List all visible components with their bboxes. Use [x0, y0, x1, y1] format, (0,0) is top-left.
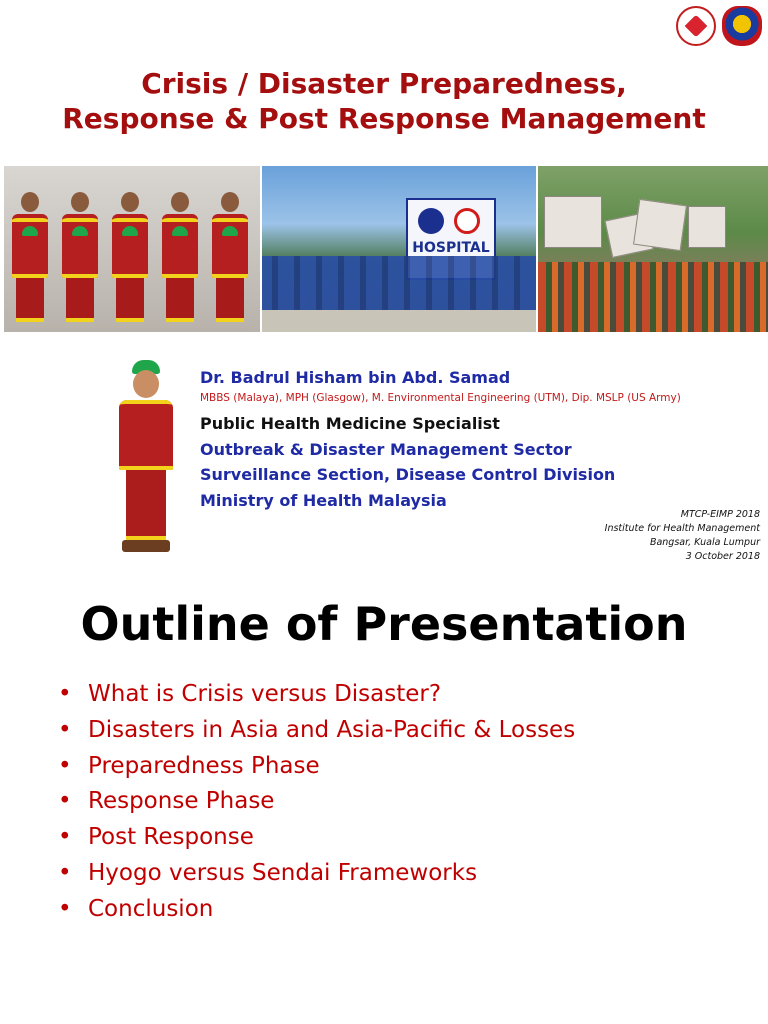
outline-slide — [0, 585, 768, 1024]
speaker-figure — [114, 360, 178, 556]
list-item: • Post Response — [58, 820, 575, 856]
responder-figure — [112, 192, 148, 322]
speaker-name: Dr. Badrul Hisham bin Abd. Samad — [200, 368, 511, 387]
bullet-icon: • — [58, 681, 72, 707]
bullet-icon: • — [58, 859, 72, 886]
team-photo — [4, 166, 260, 332]
list-item: • Response Phase — [58, 784, 575, 820]
speaker-role: Public Health Medicine Specialist — [200, 414, 500, 433]
bullet-icon: • — [58, 824, 72, 851]
list-item: • Disasters in Asia and Asia-Pacific & Losses — [58, 713, 575, 749]
list-item: • Hyogo versus Sendai Frameworks — [58, 856, 575, 892]
event-institute: Institute for Health Management — [604, 523, 760, 534]
disaster-site-photo — [538, 166, 768, 332]
speaker-qualifications: MBBS (Malaya), MPH (Glasgow), M. Environmental Engineering (UTM), Dip. MSLP (US Army) — [200, 392, 681, 404]
responder-figure — [212, 192, 248, 322]
header-logos — [676, 6, 762, 46]
helmet-icon — [122, 226, 138, 236]
helmet-icon — [172, 226, 188, 236]
list-item: • What is Crisis versus Disaster? — [58, 677, 575, 713]
field-hospital-photo — [262, 166, 536, 332]
banner-text: HOSPITAL — [412, 240, 490, 256]
rescue-crowd — [538, 262, 768, 332]
speaker-sector: Outbreak & Disaster Management Sector — [200, 440, 572, 459]
emblem-icon — [418, 208, 444, 234]
helmet-icon — [222, 226, 238, 236]
helmet-icon — [22, 226, 38, 236]
bullet-icon: • — [58, 788, 72, 815]
title-line-1: Crisis / Disaster Preparedness, — [141, 67, 627, 100]
crowd — [262, 256, 536, 312]
speaker-section: Surveillance Section, Disease Control Division — [200, 465, 616, 484]
list-item: • Conclusion — [58, 892, 575, 928]
ground — [262, 310, 536, 332]
speaker-ministry: Ministry of Health Malaysia — [200, 491, 447, 510]
responder-figure — [12, 192, 48, 322]
event-info — [605, 508, 760, 564]
ministry-heart-logo-icon — [676, 6, 716, 46]
slide-title — [0, 66, 768, 136]
bullet-icon: • — [58, 716, 72, 743]
responder-figure — [62, 192, 98, 322]
helmet-icon — [72, 226, 88, 236]
red-crescent-icon — [454, 208, 480, 234]
outline-list — [58, 677, 575, 928]
event-location: Bangsar, Kuala Lumpur — [649, 537, 760, 548]
list-item: • Preparedness Phase — [58, 749, 575, 785]
outline-title: Outline of Presentation — [80, 597, 688, 651]
photo-strip — [4, 166, 768, 332]
collapsed-buildings — [538, 196, 768, 266]
event-date: 3 October 2018 — [685, 551, 760, 562]
bullet-icon: • — [58, 752, 72, 779]
responder-figure — [162, 192, 198, 322]
bullet-icon: • — [58, 895, 72, 922]
coat-of-arms-logo-icon — [722, 6, 762, 46]
event-code: MTCP-EIMP 2018 — [680, 509, 760, 520]
title-line-2: Response & Post Response Management — [62, 102, 706, 135]
